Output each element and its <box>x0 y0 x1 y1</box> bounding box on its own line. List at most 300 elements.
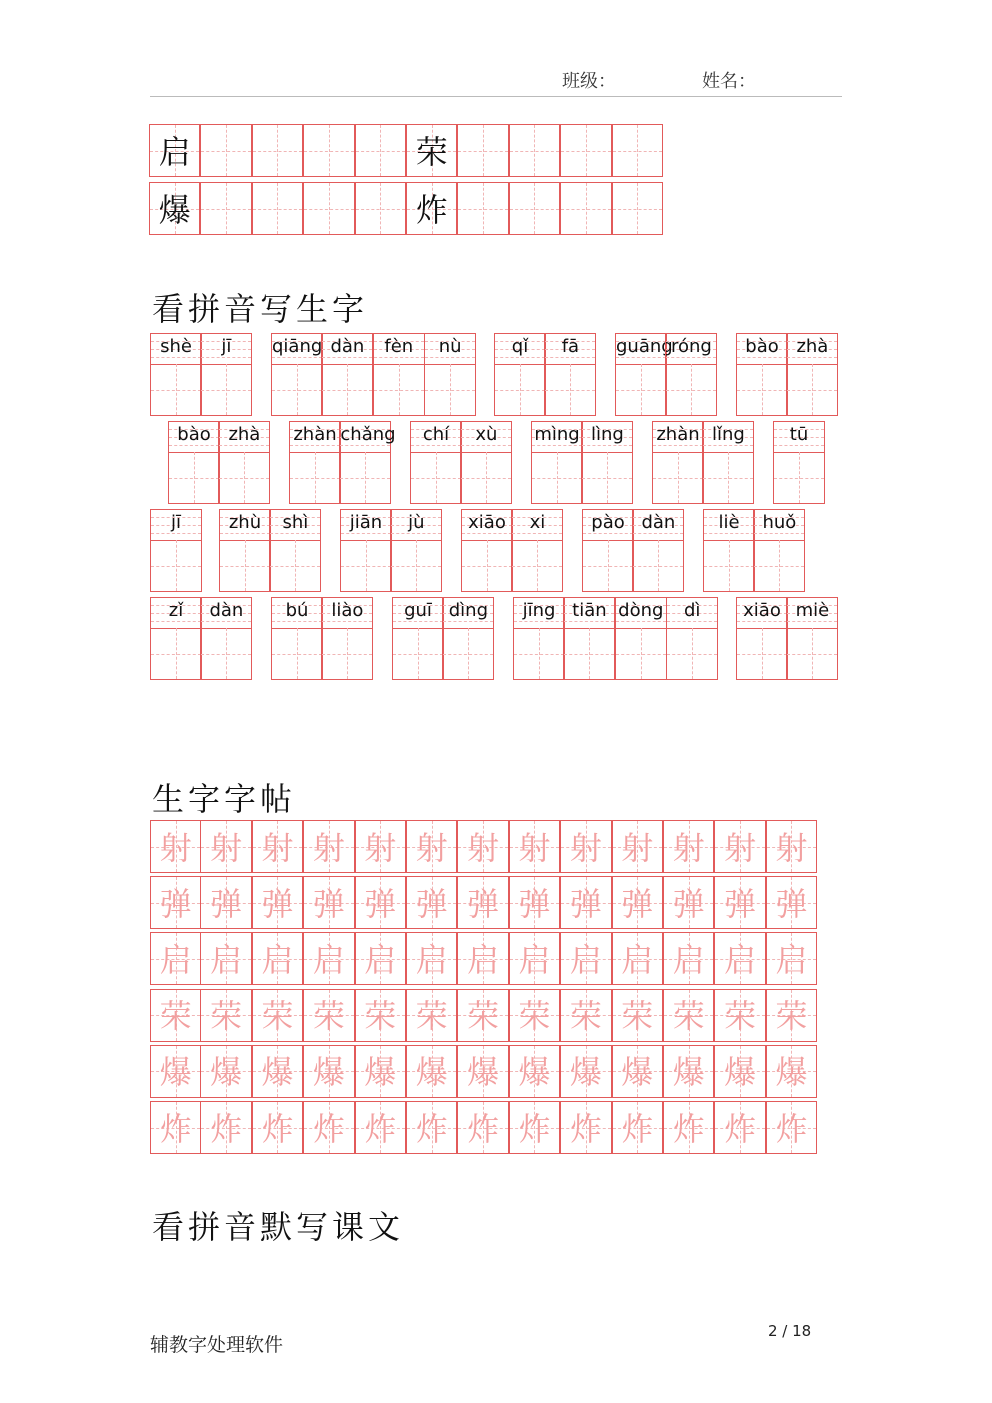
tracing-char: 爆 <box>415 1053 448 1092</box>
copybook-cell[interactable] <box>714 989 765 1042</box>
pinyin-text: xiāo <box>743 600 781 621</box>
pinyin-text: tiān <box>572 600 607 621</box>
tracing-char: 射 <box>467 828 500 867</box>
copybook-cell[interactable] <box>150 1045 201 1098</box>
pinyin-word-box <box>652 421 755 504</box>
copybook-cell[interactable] <box>457 989 508 1042</box>
tracing-char: 射 <box>775 828 808 867</box>
copybook-cell[interactable] <box>200 820 251 873</box>
copybook-cell[interactable] <box>714 820 765 873</box>
pinyin-word-box <box>150 509 201 592</box>
pinyin-text: róng <box>670 336 712 357</box>
tracing-char: 弹 <box>312 884 345 923</box>
pinyin-word-box <box>150 597 253 680</box>
tracing-char: 启 <box>569 940 602 979</box>
copybook-cell[interactable] <box>355 1101 406 1154</box>
pinyin-text: zhà <box>796 336 829 357</box>
copybook-cell[interactable] <box>150 932 201 985</box>
syllable-cell[interactable] <box>494 333 546 416</box>
copybook-cell[interactable] <box>766 1045 817 1098</box>
tracing-char: 启 <box>159 940 192 979</box>
pinyin-text: tū <box>789 424 809 445</box>
syllable-cell[interactable] <box>582 509 634 592</box>
pinyin-text: qǐ <box>511 336 529 357</box>
syllable-cell[interactable] <box>786 597 838 680</box>
copybook-cell[interactable] <box>457 1045 508 1098</box>
copybook-cell[interactable] <box>612 932 663 985</box>
tracing-char: 射 <box>210 828 243 867</box>
practice-cell[interactable] <box>303 124 354 177</box>
section-title-copybook: 生字字帖 <box>152 780 297 818</box>
copybook-cell[interactable] <box>200 1045 251 1098</box>
pinyin-word-box <box>271 333 477 416</box>
tracing-char: 启 <box>775 940 808 979</box>
syllable-cell[interactable] <box>321 597 373 680</box>
pinyin-text: shè <box>160 336 192 357</box>
pinyin-text: dàn <box>209 600 244 621</box>
syllable-cell[interactable] <box>544 333 596 416</box>
tracing-char: 弹 <box>159 884 192 923</box>
tracing-char: 爆 <box>261 1053 294 1092</box>
tracing-char: 荣 <box>467 997 500 1036</box>
pinyin-text: jiān <box>349 512 383 533</box>
practice-cell[interactable] <box>200 124 251 177</box>
pinyin-text: bào <box>177 424 211 445</box>
tracing-char: 爆 <box>467 1053 500 1092</box>
copybook-cell[interactable] <box>406 989 457 1042</box>
syllable-cell[interactable] <box>460 421 512 504</box>
pinyin-word-box <box>289 421 396 504</box>
pinyin-word-box <box>615 333 718 416</box>
practice-cell[interactable] <box>149 182 200 235</box>
practice-char: 炸 <box>415 190 448 229</box>
copybook-cell[interactable] <box>663 876 714 929</box>
practice-cell[interactable] <box>149 124 200 177</box>
tracing-char: 荣 <box>312 997 345 1036</box>
practice-cell[interactable] <box>200 182 251 235</box>
syllable-cell[interactable] <box>736 333 788 416</box>
copybook-cell[interactable] <box>560 932 611 985</box>
copybook-cell[interactable] <box>303 932 354 985</box>
pinyin-text: jī <box>170 512 181 533</box>
syllable-cell[interactable] <box>269 509 321 592</box>
tracing-char: 射 <box>159 828 192 867</box>
copybook-cell[interactable] <box>200 932 251 985</box>
tracing-char: 炸 <box>261 1109 294 1148</box>
tracing-char: 荣 <box>724 997 757 1036</box>
tracing-char: 爆 <box>364 1053 397 1092</box>
copybook-cell[interactable] <box>766 989 817 1042</box>
copybook-cell[interactable] <box>252 820 303 873</box>
copybook-cell[interactable] <box>200 1101 251 1154</box>
pinyin-text: xiāo <box>468 512 506 533</box>
practice-cell[interactable] <box>612 124 663 177</box>
tracing-char: 启 <box>210 940 243 979</box>
copybook-row <box>150 820 818 873</box>
copybook-cell[interactable] <box>303 989 354 1042</box>
copybook-cell[interactable] <box>663 1045 714 1098</box>
pinyin-text: jù <box>408 512 425 533</box>
syllable-cell[interactable] <box>321 333 373 416</box>
copybook-cell[interactable] <box>150 820 201 873</box>
syllable-cell[interactable] <box>390 509 442 592</box>
tracing-char: 弹 <box>261 884 294 923</box>
tracing-char: 爆 <box>569 1053 602 1092</box>
tracing-char: 启 <box>261 940 294 979</box>
copybook-cell[interactable] <box>714 876 765 929</box>
pinyin-text: dòng <box>618 600 664 621</box>
copybook-cell[interactable] <box>200 989 251 1042</box>
copybook-cell[interactable] <box>714 1045 765 1098</box>
copybook-cell[interactable] <box>663 932 714 985</box>
tracing-char: 荣 <box>621 997 654 1036</box>
section-title-pinyin: 看拼音写生字 <box>152 290 369 328</box>
copybook-cell[interactable] <box>509 1101 560 1154</box>
section-title-dictation: 看拼音默写课文 <box>152 1208 405 1246</box>
copybook-cell[interactable] <box>406 1045 457 1098</box>
copybook-cell[interactable] <box>303 820 354 873</box>
tracing-char: 炸 <box>724 1109 757 1148</box>
tracing-char: 荣 <box>415 997 448 1036</box>
copybook-cell[interactable] <box>457 932 508 985</box>
syllable-cell[interactable] <box>373 333 425 416</box>
tracing-char: 爆 <box>724 1053 757 1092</box>
practice-cell[interactable] <box>252 182 303 235</box>
pinyin-text: lìng <box>590 424 624 445</box>
copybook-cell[interactable] <box>560 1045 611 1098</box>
syllable-cell[interactable] <box>773 421 825 504</box>
pinyin-word-box <box>150 333 253 416</box>
copybook-row <box>150 1045 818 1098</box>
tracing-char: 弹 <box>415 884 448 923</box>
syllable-cell[interactable] <box>271 597 323 680</box>
pinyin-text: zǐ <box>168 600 184 621</box>
tracing-char: 炸 <box>775 1109 808 1148</box>
copybook-cell[interactable] <box>509 820 560 873</box>
tracing-char: 启 <box>724 940 757 979</box>
pinyin-word-box <box>531 421 634 504</box>
copybook-cell[interactable] <box>150 1101 201 1154</box>
tracing-char: 弹 <box>724 884 757 923</box>
tracing-char: 荣 <box>775 997 808 1036</box>
pinyin-text: guī <box>404 600 432 621</box>
copybook-cell[interactable] <box>252 932 303 985</box>
pinyin-text: fā <box>561 336 580 357</box>
syllable-cell[interactable] <box>219 509 271 592</box>
tracing-char: 弹 <box>672 884 705 923</box>
copybook-cell[interactable] <box>150 989 201 1042</box>
practice-cell[interactable] <box>509 182 560 235</box>
syllable-cell[interactable] <box>665 333 717 416</box>
copybook-cell[interactable] <box>252 989 303 1042</box>
tracing-char: 爆 <box>672 1053 705 1092</box>
practice-cell[interactable] <box>355 124 406 177</box>
tracing-char: 射 <box>364 828 397 867</box>
syllable-cell[interactable] <box>410 421 462 504</box>
tracing-char: 射 <box>312 828 345 867</box>
tracing-char: 启 <box>312 940 345 979</box>
copybook-cell[interactable] <box>355 820 406 873</box>
tracing-char: 炸 <box>467 1109 500 1148</box>
copybook-row <box>150 876 818 929</box>
copybook-cell[interactable] <box>560 1101 611 1154</box>
copybook-cell[interactable] <box>663 989 714 1042</box>
pinyin-text: liè <box>718 512 740 533</box>
syllable-cell[interactable] <box>392 597 444 680</box>
pinyin-text: zhàn <box>656 424 700 445</box>
pinyin-text: qiāng <box>272 336 323 357</box>
tracing-char: 启 <box>415 940 448 979</box>
syllable-cell[interactable] <box>150 509 202 592</box>
copybook-cell[interactable] <box>663 820 714 873</box>
copybook-cell[interactable] <box>663 1101 714 1154</box>
copybook-cell[interactable] <box>509 1045 560 1098</box>
footer-software-name: 辅教字处理软件 <box>150 1334 284 1356</box>
tracing-char: 炸 <box>569 1109 602 1148</box>
tracing-char: 爆 <box>159 1053 192 1092</box>
tracing-char: 启 <box>364 940 397 979</box>
tracing-char: 荣 <box>518 997 551 1036</box>
practice-cell[interactable] <box>612 182 663 235</box>
practice-cell[interactable] <box>406 182 457 235</box>
pinyin-text: pào <box>591 512 625 533</box>
practice-row <box>150 124 664 177</box>
tracing-char: 炸 <box>364 1109 397 1148</box>
practice-cell[interactable] <box>509 124 560 177</box>
copybook-cell[interactable] <box>509 876 560 929</box>
practice-cell[interactable] <box>560 124 611 177</box>
syllable-cell[interactable] <box>340 509 392 592</box>
practice-cell[interactable] <box>355 182 406 235</box>
tracing-char: 弹 <box>775 884 808 923</box>
pinyin-text: nù <box>438 336 462 357</box>
tracing-char: 荣 <box>159 997 192 1036</box>
practice-char: 荣 <box>415 132 448 171</box>
copybook-cell[interactable] <box>406 1101 457 1154</box>
tracing-char: 荣 <box>364 997 397 1036</box>
tracing-char: 爆 <box>621 1053 654 1092</box>
tracing-char: 爆 <box>210 1053 243 1092</box>
tracing-char: 弹 <box>467 884 500 923</box>
pinyin-word-box <box>736 597 839 680</box>
syllable-cell[interactable] <box>531 421 583 504</box>
tracing-char: 射 <box>518 828 551 867</box>
pinyin-text: shì <box>282 512 309 533</box>
pinyin-text: liào <box>331 600 364 621</box>
pinyin-text: guāng <box>616 336 673 357</box>
syllable-cell[interactable] <box>702 421 754 504</box>
pinyin-word-box <box>461 509 564 592</box>
pinyin-word-box <box>703 509 806 592</box>
copybook-cell[interactable] <box>766 876 817 929</box>
tracing-char: 射 <box>621 828 654 867</box>
pinyin-text: zhù <box>228 512 262 533</box>
syllable-cell[interactable] <box>786 333 838 416</box>
pinyin-text: dàn <box>330 336 365 357</box>
copybook-cell[interactable] <box>303 1045 354 1098</box>
tracing-char: 荣 <box>261 997 294 1036</box>
copybook-cell[interactable] <box>355 932 406 985</box>
syllable-cell[interactable] <box>461 509 513 592</box>
copybook-cell[interactable] <box>612 876 663 929</box>
syllable-cell[interactable] <box>563 597 615 680</box>
pinyin-text: jīng <box>522 600 556 621</box>
copybook-cell[interactable] <box>560 989 611 1042</box>
tracing-char: 爆 <box>312 1053 345 1092</box>
syllable-cell[interactable] <box>150 597 202 680</box>
tracing-char: 荣 <box>569 997 602 1036</box>
copybook-cell[interactable] <box>766 820 817 873</box>
copybook-cell[interactable] <box>303 876 354 929</box>
pinyin-text: huǒ <box>762 512 797 533</box>
syllable-cell[interactable] <box>736 597 788 680</box>
pinyin-word-box <box>513 597 719 680</box>
practice-cell[interactable] <box>457 124 508 177</box>
copybook-cell[interactable] <box>252 1101 303 1154</box>
syllable-cell[interactable] <box>666 597 718 680</box>
header-divider <box>150 96 842 97</box>
tracing-char: 荣 <box>672 997 705 1036</box>
syllable-cell[interactable] <box>168 421 220 504</box>
copybook-cell[interactable] <box>714 932 765 985</box>
practice-cell[interactable] <box>406 124 457 177</box>
practice-char: 启 <box>158 132 191 171</box>
copybook-cell[interactable] <box>766 1101 817 1154</box>
tracing-char: 启 <box>621 940 654 979</box>
syllable-cell[interactable] <box>150 333 202 416</box>
copybook-cell[interactable] <box>612 1101 663 1154</box>
copybook-cell[interactable] <box>560 820 611 873</box>
syllable-cell[interactable] <box>652 421 704 504</box>
pinyin-word-box <box>168 421 271 504</box>
practice-row <box>150 182 664 235</box>
pinyin-text: jī <box>221 336 232 357</box>
pinyin-text: xù <box>475 424 498 445</box>
copybook-cell[interactable] <box>612 820 663 873</box>
copybook-cell[interactable] <box>355 876 406 929</box>
tracing-char: 启 <box>467 940 500 979</box>
syllable-cell[interactable] <box>703 509 755 592</box>
tracing-char: 炸 <box>518 1109 551 1148</box>
copybook-cell[interactable] <box>457 1101 508 1154</box>
pinyin-text: zhàn <box>293 424 337 445</box>
pinyin-text: chǎng <box>340 424 396 445</box>
copybook-cell[interactable] <box>252 1045 303 1098</box>
syllable-cell[interactable] <box>339 421 396 504</box>
copybook-cell[interactable] <box>200 876 251 929</box>
pinyin-text: dìng <box>448 600 489 621</box>
pinyin-word-box <box>410 421 513 504</box>
pinyin-text: zhà <box>228 424 261 445</box>
copybook-row <box>150 1101 818 1154</box>
pinyin-text: bú <box>285 600 309 621</box>
pinyin-text: miè <box>795 600 830 621</box>
pinyin-text: chí <box>422 424 450 445</box>
practice-cell[interactable] <box>303 182 354 235</box>
pinyin-text: lǐng <box>711 424 745 445</box>
pinyin-text: xi <box>529 512 546 533</box>
copybook-cell[interactable] <box>355 1045 406 1098</box>
copybook-cell[interactable] <box>150 876 201 929</box>
practice-cell[interactable] <box>560 182 611 235</box>
pinyin-word-box <box>582 509 685 592</box>
tracing-char: 射 <box>569 828 602 867</box>
pinyin-word-box <box>219 509 322 592</box>
copybook-cell[interactable] <box>406 876 457 929</box>
copybook-cell[interactable] <box>457 820 508 873</box>
copybook-cell[interactable] <box>560 876 611 929</box>
syllable-cell[interactable] <box>424 333 476 416</box>
tracing-char: 爆 <box>518 1053 551 1092</box>
syllable-cell[interactable] <box>218 421 270 504</box>
syllable-cell[interactable] <box>511 509 563 592</box>
syllable-cell[interactable] <box>753 509 805 592</box>
practice-char: 爆 <box>158 190 191 229</box>
copybook-cell[interactable] <box>509 932 560 985</box>
tracing-char: 射 <box>724 828 757 867</box>
copybook-row <box>150 989 818 1042</box>
practice-cell[interactable] <box>457 182 508 235</box>
syllable-cell[interactable] <box>442 597 494 680</box>
tracing-char: 弹 <box>364 884 397 923</box>
tracing-char: 弹 <box>569 884 602 923</box>
copybook-cell[interactable] <box>457 876 508 929</box>
syllable-cell[interactable] <box>271 333 323 416</box>
tracing-char: 启 <box>518 940 551 979</box>
practice-cell[interactable] <box>252 124 303 177</box>
pinyin-text: bào <box>745 336 779 357</box>
copybook-cell[interactable] <box>252 876 303 929</box>
copybook-cell[interactable] <box>714 1101 765 1154</box>
syllable-cell[interactable] <box>581 421 633 504</box>
pinyin-text: dàn <box>641 512 676 533</box>
pinyin-text: mìng <box>534 424 580 445</box>
copybook-cell[interactable] <box>355 989 406 1042</box>
tracing-char: 炸 <box>621 1109 654 1148</box>
pinyin-word-box <box>340 509 443 592</box>
copybook-cell[interactable] <box>303 1101 354 1154</box>
tracing-char: 射 <box>415 828 448 867</box>
syllable-cell[interactable] <box>200 333 252 416</box>
pinyin-word-box <box>494 333 597 416</box>
syllable-cell[interactable] <box>615 333 673 416</box>
name-label: 姓名： <box>702 71 756 92</box>
copybook-cell[interactable] <box>612 989 663 1042</box>
pinyin-text: fèn <box>384 336 414 357</box>
tracing-char: 炸 <box>672 1109 705 1148</box>
syllable-cell[interactable] <box>289 421 341 504</box>
pinyin-word-box <box>773 421 824 504</box>
syllable-cell[interactable] <box>200 597 252 680</box>
pinyin-word-box <box>392 597 495 680</box>
tracing-char: 弹 <box>621 884 654 923</box>
pinyin-text: dì <box>683 600 701 621</box>
syllable-cell[interactable] <box>513 597 565 680</box>
tracing-char: 射 <box>261 828 294 867</box>
class-label: 班级： <box>562 71 616 92</box>
tracing-char: 炸 <box>159 1109 192 1148</box>
copybook-cell[interactable] <box>612 1045 663 1098</box>
copybook-cell[interactable] <box>406 932 457 985</box>
page-indicator: 2 / 18 <box>768 1322 812 1340</box>
copybook-cell[interactable] <box>509 989 560 1042</box>
copybook-cell[interactable] <box>406 820 457 873</box>
syllable-cell[interactable] <box>632 509 684 592</box>
copybook-cell[interactable] <box>766 932 817 985</box>
syllable-cell[interactable] <box>615 597 667 680</box>
tracing-char: 弹 <box>210 884 243 923</box>
pinyin-word-box <box>736 333 839 416</box>
